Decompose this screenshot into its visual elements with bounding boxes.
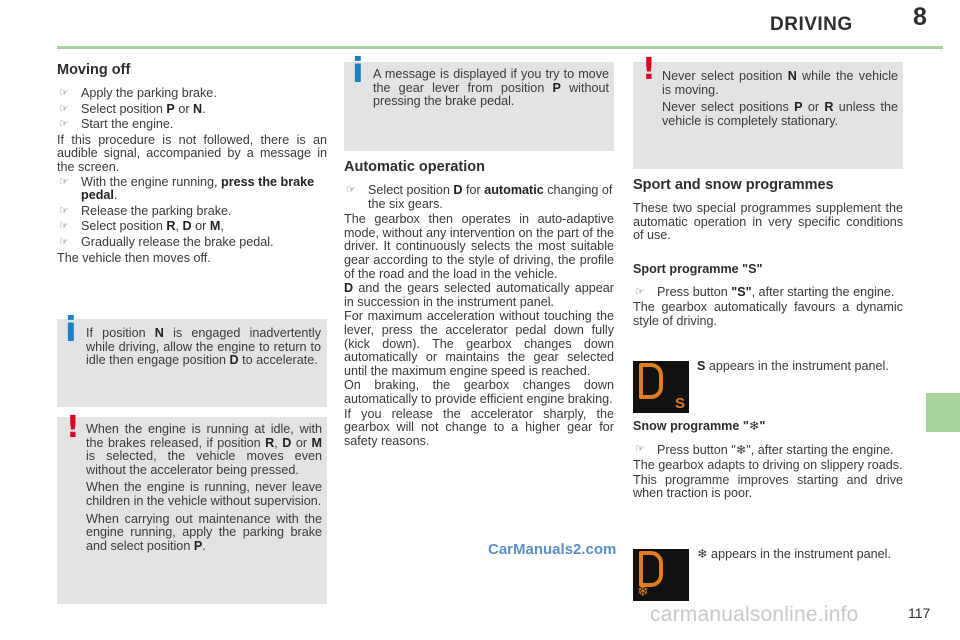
list-item: ☞ Start the engine. (59, 117, 174, 132)
page-title: DRIVING (770, 14, 853, 35)
pointing-hand-icon: ☞ (59, 220, 69, 233)
pointing-hand-icon: ☞ (59, 175, 69, 188)
page-number: 117 (908, 605, 931, 621)
paragraph: If you release the accelerator sharply, the gearbox will not change to a higher gear for safety reasons. (344, 406, 614, 448)
automatic-operation-section (344, 159, 614, 449)
info-text: If position N is engaged inadvertently while driving, allow the engine to return to idle then engage position D to accelerate. (86, 326, 322, 368)
header-divider (57, 46, 943, 49)
section-heading: Sport and snow programmes (633, 177, 834, 193)
paragraph: The gearbox automatically favours a dynamic style of driving. (633, 300, 903, 328)
snowflake-icon: ❄ (697, 546, 708, 561)
moving-off-section (57, 62, 327, 266)
info-box (57, 310, 327, 407)
watermark: CarManuals2.com (488, 541, 617, 558)
paragraph: For maximum acceleration without touching the lever, press the accelerator pedal down fully (kick down). The gearbox changes down automatically or maintains the gear selected until the maximum engine speed is reached. (344, 309, 614, 378)
subheading: Snow programme "❄" (633, 418, 766, 433)
pointing-hand-icon: ☞ (59, 235, 69, 248)
list-item: ☞ Press button "S", after starting the engine. (635, 284, 895, 299)
pointing-hand-icon: ☞ (635, 442, 645, 455)
snow-indicator-text: ❄ appears in the instrument panel. (697, 546, 891, 561)
pointing-hand-icon: ☞ (346, 184, 356, 196)
snowflake-icon: ❄ (748, 418, 760, 433)
warning-icon: ! (66, 410, 80, 445)
paragraph: If this procedure is not followed, there is an audible signal, accompanied by a message in the screen. (57, 132, 327, 174)
sport-snow-section (633, 177, 903, 244)
snow-programme (633, 419, 903, 502)
warning-text: Never select position N while the vehicle is moving. Never select positions P or R unless the vehicle is completely stationary. (662, 69, 898, 128)
paragraph: On braking, the gearbox changes down automatically to provide efficient engine braking. (344, 378, 614, 406)
snowflake-icon: ❄ (735, 441, 747, 457)
list-item: ☞ Press button "❄", after starting the engine. (635, 441, 894, 457)
info-box (344, 51, 614, 151)
pointing-hand-icon: ☞ (59, 118, 69, 131)
snow-indicator-icon: ❄ (633, 549, 689, 601)
warning-box (633, 52, 903, 169)
warning-icon: ! (642, 52, 656, 87)
paragraph: This programme improves starting and drive when traction is poor. (633, 472, 903, 501)
pointing-hand-icon: ☞ (635, 285, 645, 298)
sport-indicator-icon: S (633, 361, 689, 413)
warning-text: When the engine is running at idle, with the brakes released, if position R, D or M is selected, the vehicle moves even without the accelerator being pressed. When the engine is running, never leave children in the vehicle without supervision. When carrying out maintenance with the engine running, apply the parking brake and select position P. (86, 422, 322, 553)
section-heading: Moving off (57, 62, 131, 78)
info-text: A message is displayed if you try to move the gear lever from position P without pressing the brake pedal. (373, 67, 609, 109)
warning-box (57, 410, 327, 604)
chapter-tab (926, 393, 960, 432)
list-item: ☞ Gradually release the brake pedal. (59, 234, 274, 249)
info-icon: i (65, 310, 77, 350)
list-item: ☞ Select position D for automatic changing of the six gears. (346, 183, 613, 211)
section-heading: Automatic operation (344, 159, 485, 175)
subheading: Sport programme "S" (633, 262, 763, 276)
sport-indicator-text: S appears in the instrument panel. (697, 359, 889, 373)
info-icon: i (352, 51, 364, 91)
list-item: ☞ Select position R, D or M, (59, 219, 224, 234)
pointing-hand-icon: ☞ (59, 204, 69, 217)
watermark: carmanualsonline.info (650, 603, 859, 626)
paragraph: The vehicle then moves off. (57, 250, 211, 265)
paragraph: These two special programmes supplement the automatic operation in very specific conditions of use. (633, 201, 903, 243)
list-item: ☞ Apply the parking brake. (59, 86, 217, 100)
paragraph: D and the gears selected automatically appear in succession in the instrument panel. (344, 281, 614, 309)
pointing-hand-icon: ☞ (59, 102, 69, 115)
paragraph: The gearbox then operates in auto-adaptive mode, without any intervention on the part of the driver. It continuously selects the most suitable gear according to the style of driving, the profile of the road and the load in the vehicle. (344, 212, 614, 281)
list-item: ☞ Select position P or N. (59, 101, 206, 116)
chapter-number: 8 (913, 3, 927, 31)
list-item: ☞ With the engine running, press the brake pedal. (59, 174, 315, 203)
pointing-hand-icon: ☞ (59, 87, 69, 99)
sport-programme (633, 263, 903, 329)
list-item: ☞ Release the parking brake. (59, 203, 232, 218)
paragraph: The gearbox adapts to driving on slippery roads. (633, 458, 903, 473)
